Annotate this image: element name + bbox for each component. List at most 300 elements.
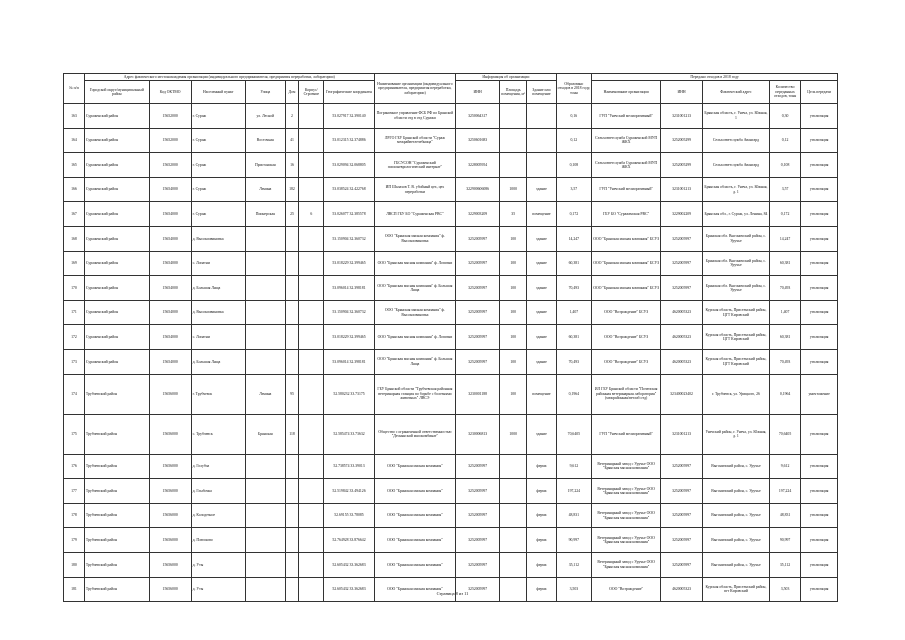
cell-org: ЛВСП ГБУ БО "Сураженская РВС" <box>374 202 456 227</box>
cell-settlement: г. Сураж <box>191 153 245 178</box>
cell-premises: здание <box>527 251 556 276</box>
cell-oktmo: 15654000 <box>149 300 191 325</box>
cell-oktmo: 15656000 <box>149 528 191 553</box>
cell-qty: 60,381 <box>769 251 800 276</box>
cell-purpose: утилизация <box>801 454 838 479</box>
cell-district: Трубчевский район <box>84 528 149 553</box>
cell-waste: 70,6405 <box>556 414 592 454</box>
cell-house <box>285 251 299 276</box>
cell-waste: 60,381 <box>556 251 592 276</box>
cell-settlement: д. Плюсково <box>191 528 245 553</box>
cell-area: 100 <box>500 300 527 325</box>
cell-org: ООО "Брянская мясная компания" <box>374 503 456 528</box>
cell-waste: 35,112 <box>556 552 592 577</box>
cell-purpose: утилизация <box>801 528 838 553</box>
cell-org: ООО "Брянская мясная компания" ф. Лопатни <box>374 325 456 350</box>
cell-district: Трубчевский район <box>84 454 149 479</box>
cell-settlement: д. Голубча <box>191 454 245 479</box>
cell-area: 100 <box>500 349 527 374</box>
cell-house <box>285 226 299 251</box>
cell-org: ГБУ Брянской области "Трубчевская районная ветеринарная станция по борьбе с болезнями животных" ЛВСЭ <box>374 374 456 414</box>
cell-waste: 0,1964 <box>556 374 592 414</box>
cell-street <box>245 276 285 301</box>
cell-inn: 3252005997 <box>456 300 500 325</box>
cell-building <box>299 325 324 350</box>
cell-premises: ферма <box>527 552 556 577</box>
cell-oktmo: 15652000 <box>149 128 191 153</box>
cell-premises: помещение <box>527 202 556 227</box>
cell-waste: 60,381 <box>556 325 592 350</box>
col-house-header: Дом <box>285 81 299 104</box>
cell-oktmo: 15654000 <box>149 349 191 374</box>
table-row <box>64 177 838 202</box>
cell-purpose: утилизация <box>801 251 838 276</box>
cell-area: 35 <box>500 202 527 227</box>
cell-recv-inn: 3252005997 <box>661 528 703 553</box>
cell-qty: 48,831 <box>769 503 800 528</box>
cell-district: Сураженский район <box>84 153 149 178</box>
cell-waste: 0,16 <box>556 104 592 129</box>
cell-qty: 35,112 <box>769 552 800 577</box>
cell-waste: 0,172 <box>556 202 592 227</box>
cell-num: 176 <box>64 454 85 479</box>
table-row <box>64 128 838 153</box>
cell-street <box>245 349 285 374</box>
cell-num: 181 <box>64 577 85 602</box>
cell-oktmo: 15656000 <box>149 374 191 414</box>
col-waste-header: Образовано отходов в 2018 году, тонн <box>556 74 592 104</box>
cell-recv-name: ГУП "Унечский мелиоративный" <box>592 104 661 129</box>
cell-oktmo: 15654000 <box>149 325 191 350</box>
cell-premises: ферма <box>527 454 556 479</box>
cell-building <box>299 552 324 577</box>
cell-area <box>500 503 527 528</box>
cell-recv-inn: 4620005323 <box>661 349 703 374</box>
cell-qty: 1,407 <box>769 300 800 325</box>
col-coords-header: Географические координаты <box>324 81 374 104</box>
cell-recv-addr: Выгоничский район, с. Уручье <box>702 503 769 528</box>
cell-recv-addr: Брянская обл., г. Сураж, ул. Ленина, 84 <box>702 202 769 227</box>
cell-recv-inn: 3229002209 <box>661 202 703 227</box>
cell-purpose: утилизация <box>801 177 838 202</box>
col-org-header: Наименование организации (индивидуального предпринимателя, предприятия переработки, лаборатории) <box>374 74 456 104</box>
cell-street: Восточная <box>245 128 285 153</box>
cell-street <box>245 479 285 504</box>
table-row <box>64 226 838 251</box>
table-row <box>64 153 838 178</box>
cell-area <box>500 528 527 553</box>
cell-oktmo: 15652000 <box>149 153 191 178</box>
cell-house <box>285 552 299 577</box>
cell-area <box>500 577 527 602</box>
cell-coords: 52.69155 33.78085 <box>324 503 374 528</box>
document-sheet <box>63 73 838 602</box>
cell-coords: 53.018229 32.399465 <box>324 251 374 276</box>
cell-coords: 52.580232 33.73175 <box>324 374 374 414</box>
cell-premises: здание <box>527 226 556 251</box>
cell-recv-addr: Сельхозветслужба Авангард <box>702 128 769 153</box>
cell-purpose: утилизация <box>801 276 838 301</box>
cell-qty: 197,224 <box>769 479 800 504</box>
col-street-header: Улица <box>245 81 285 104</box>
cell-district: Сураженский район <box>84 276 149 301</box>
cell-recv-inn: 3252005997 <box>661 226 703 251</box>
cell-settlement: д. Высокоовиновка <box>191 226 245 251</box>
cell-num: 167 <box>64 202 85 227</box>
cell-oktmo: 15656000 <box>149 454 191 479</box>
cell-premises: здание <box>527 414 556 454</box>
cell-street <box>245 552 285 577</box>
cell-district: Сураженский район <box>84 128 149 153</box>
cell-district: Трубчевский район <box>84 479 149 504</box>
cell-area: 100 <box>500 251 527 276</box>
col-num-header: № п/п <box>64 74 85 104</box>
cell-org: ООО "Брянская мясная компания" ф. Высокоовиновка <box>374 300 456 325</box>
cell-inn: 3252005997 <box>456 325 500 350</box>
cell-premises: здание <box>527 349 556 374</box>
cell-coords: 53.150904 32.360732 <box>324 300 374 325</box>
cell-coords: 53.018229 32.399465 <box>324 325 374 350</box>
cell-qty: 0,1964 <box>769 374 800 414</box>
cell-inn: 3230006813 <box>456 414 500 454</box>
cell-area <box>500 454 527 479</box>
cell-district: Сураженский район <box>84 349 149 374</box>
cell-building <box>299 177 324 202</box>
col-inn-header: ИНН <box>456 81 500 104</box>
cell-waste: 9,612 <box>556 454 592 479</box>
cell-qty: 60,381 <box>769 325 800 350</box>
cell-recv-inn: 3231001213 <box>661 104 703 129</box>
cell-street <box>245 251 285 276</box>
col-purpose-header: Цель передачи <box>801 81 838 104</box>
cell-waste: 70,493 <box>556 349 592 374</box>
cell-num: 164 <box>64 128 85 153</box>
cell-area <box>500 153 527 178</box>
cell-house <box>285 503 299 528</box>
cell-num: 163 <box>64 104 85 129</box>
cell-org: ООО "Брянская мясная компания" <box>374 528 456 553</box>
cell-street: Ленина <box>245 177 285 202</box>
cell-coords: 53.096014 32.398181 <box>324 276 374 301</box>
cell-premises: ферма <box>527 479 556 504</box>
cell-street <box>245 454 285 479</box>
cell-house <box>285 349 299 374</box>
cell-recv-addr: Брянская область, г. Унеча, ул. Южная, д. 1 <box>702 177 769 202</box>
cell-area: 100 <box>500 374 527 414</box>
cell-inn: 3252005997 <box>456 479 500 504</box>
cell-street <box>245 300 285 325</box>
cell-recv-name: Ветеринарный завод с Уручье ООО "Брянская мясная компания" <box>592 528 661 553</box>
cell-premises <box>527 104 556 129</box>
cell-district: Трубчевский район <box>84 414 149 454</box>
cell-premises: здание <box>527 177 556 202</box>
cell-org: Пограничное управление ФСБ РФ по Брянской области отд в отд Суражи <box>374 104 456 129</box>
cell-inn: 3252005997 <box>456 251 500 276</box>
col-recv-name-header: Наименование организации <box>592 81 661 104</box>
cell-recv-inn: 3252005299 <box>661 128 703 153</box>
cell-area <box>500 128 527 153</box>
table-row <box>64 528 838 553</box>
cell-street <box>245 528 285 553</box>
cell-waste: 90,997 <box>556 528 592 553</box>
cell-qty: 70,493 <box>769 276 800 301</box>
cell-purpose: утилизация <box>801 349 838 374</box>
table-row <box>64 276 838 301</box>
cell-building <box>299 128 324 153</box>
cell-waste: 48,831 <box>556 503 592 528</box>
cell-street <box>245 325 285 350</box>
cell-waste: 1,407 <box>556 300 592 325</box>
cell-org: Общество с ограниченной ответственностью "Деснянский мясокомбинат" <box>374 414 456 454</box>
cell-num: 178 <box>64 503 85 528</box>
cell-oktmo: 15652000 <box>149 104 191 129</box>
cell-qty: 0,12 <box>769 128 800 153</box>
cell-recv-inn: 3231001213 <box>661 414 703 454</box>
cell-coords: 52.585474 33.73632 <box>324 414 374 454</box>
cell-building <box>299 374 324 414</box>
cell-house: 95 <box>285 374 299 414</box>
cell-coords: 52.605432 33.362683 <box>324 552 374 577</box>
cell-district: Сураженский район <box>84 251 149 276</box>
cell-recv-name: ООО "Брянская мясная компания" БСУЗ <box>592 226 661 251</box>
cell-recv-inn: 4620005323 <box>661 300 703 325</box>
cell-recv-inn: 3252005997 <box>661 479 703 504</box>
table-row <box>64 577 838 602</box>
cell-recv-addr: Брянская обл. Выгоничский район, с. Уручье <box>702 226 769 251</box>
cell-org: ООО "Брянская мясная компания" <box>374 577 456 602</box>
cell-inn: 322900606086 <box>456 177 500 202</box>
cell-street <box>245 226 285 251</box>
cell-qty: 70,6405 <box>769 414 800 454</box>
cell-building <box>299 276 324 301</box>
cell-premises: здание <box>527 300 556 325</box>
cell-recv-inn: 3252005997 <box>661 454 703 479</box>
cell-purpose: утилизация <box>801 479 838 504</box>
cell-org: ИП Шалахов Т. В. убойный цех, цех переработки <box>374 177 456 202</box>
cell-recv-addr: Курская область, Пристенский район, ЦГТ Кировский <box>702 325 769 350</box>
cell-inn: 3252005997 <box>456 528 500 553</box>
cell-recv-name: Ветеринарный завод с Уручье ООО "Брянская мясная компания" <box>592 454 661 479</box>
col-district-header: Городской округ/муниципальный район <box>84 81 149 104</box>
cell-waste: 14,247 <box>556 226 592 251</box>
cell-recv-name: ООО "Возрождение" БСУЗ <box>592 349 661 374</box>
cell-settlement: г. Трубчевск <box>191 374 245 414</box>
cell-purpose: уничтожение <box>801 374 838 414</box>
cell-street <box>245 577 285 602</box>
cell-settlement: д. Уты <box>191 552 245 577</box>
col-settlement-header: Населенный пункт <box>191 81 245 104</box>
cell-inn: 3250601683 <box>456 128 500 153</box>
cell-recv-name: ИЛ ГБУ Брянской области "Почепская районная ветеринарная лаборатория" (межрайонная/ветлаб отд) <box>592 374 661 414</box>
cell-building <box>299 577 324 602</box>
cell-area: 100 <box>500 226 527 251</box>
cell-org: ООО "Брянская мясная компания" ф. Высокоовиновка <box>374 226 456 251</box>
cell-num: 180 <box>64 552 85 577</box>
cell-recv-inn: 323400023402 <box>661 374 703 414</box>
cell-house: 118 <box>285 414 299 454</box>
cell-org: ГБСУСОН "Сураженский психоневрологический интернат" <box>374 153 456 178</box>
cell-recv-name: Ветеринарный завод с Уручье ООО "Брянская мясная компания" <box>592 479 661 504</box>
cell-area <box>500 479 527 504</box>
cell-recv-addr: Брянская область, г. Унеча, ул. Южная, 1 <box>702 104 769 129</box>
cell-org: ООО "Брянская мясная компания" <box>374 454 456 479</box>
cell-waste: 0,108 <box>556 153 592 178</box>
cell-coords: 53.029094 32.068805 <box>324 153 374 178</box>
cell-house <box>285 454 299 479</box>
cell-qty: 70,493 <box>769 349 800 374</box>
cell-coords: 53.027917 32.390140 <box>324 104 374 129</box>
cell-recv-inn: 3252005997 <box>661 276 703 301</box>
cell-area: 100 <box>500 276 527 301</box>
cell-qty: 3,503 <box>769 577 800 602</box>
cell-settlement: с. Лопатни <box>191 251 245 276</box>
cell-inn: 3252005997 <box>456 349 500 374</box>
cell-coords: 53.026077 32.385578 <box>324 202 374 227</box>
cell-recv-inn: 3252005997 <box>661 503 703 528</box>
cell-num: 179 <box>64 528 85 553</box>
table-row <box>64 202 838 227</box>
col-area-header: Площадь помещения, м² <box>500 81 527 104</box>
cell-oktmo: 15654000 <box>149 177 191 202</box>
cell-waste: 3,503 <box>556 577 592 602</box>
cell-qty: 14,247 <box>769 226 800 251</box>
table-row <box>64 454 838 479</box>
col-recv-addr-header: Фактический адрес <box>702 81 769 104</box>
cell-house: 182 <box>285 177 299 202</box>
cell-house <box>285 577 299 602</box>
cell-oktmo: 15656000 <box>149 552 191 577</box>
table-row <box>64 349 838 374</box>
cell-recv-name: ГУП "Унечский мелиоративный" <box>592 177 661 202</box>
cell-recv-addr: Брянская обл. Выгоничский район, с. Уручье <box>702 251 769 276</box>
cell-settlement: г. Сураж <box>191 202 245 227</box>
cell-recv-name: ГУП "Унечский мелиоративный" <box>592 414 661 454</box>
cell-num: 168 <box>64 226 85 251</box>
cell-street: Ленина <box>245 374 285 414</box>
table-row <box>64 325 838 350</box>
cell-house <box>285 325 299 350</box>
cell-recv-name: Сельхозветслужба Сураженской МУП ЖКХ <box>592 128 661 153</box>
cell-coords: 53.150904 32.360732 <box>324 226 374 251</box>
cell-inn: 3230001188 <box>456 374 500 414</box>
cell-house <box>285 276 299 301</box>
cell-num: 166 <box>64 177 85 202</box>
cell-oktmo: 15656000 <box>149 577 191 602</box>
cell-num: 170 <box>64 276 85 301</box>
cell-building <box>299 226 324 251</box>
cell-recv-name: ООО "Возрождение" БСУЗ <box>592 325 661 350</box>
cell-purpose: утилизация <box>801 202 838 227</box>
cell-recv-name: ГБУ БО "Сураженская РВС" <box>592 202 661 227</box>
cell-purpose: утилизация <box>801 226 838 251</box>
cell-qty: 0,172 <box>769 202 800 227</box>
cell-inn: 3252005997 <box>456 577 500 602</box>
cell-purpose: утилизация <box>801 300 838 325</box>
cell-coords: 52.605432 33.362683 <box>324 577 374 602</box>
waste-table <box>63 73 838 602</box>
cell-oktmo: 15654000 <box>149 226 191 251</box>
cell-num: 169 <box>64 251 85 276</box>
cell-org: ООО "Брянская мясная компания" ф. Большая Ляща <box>374 276 456 301</box>
cell-recv-addr: Брянская обл. Выгоничский район, с. Уручье <box>702 276 769 301</box>
cell-num: 165 <box>64 153 85 178</box>
cell-settlement: д. Большая Ляща <box>191 276 245 301</box>
cell-coords: 53.038524 32.422768 <box>324 177 374 202</box>
cell-num: 172 <box>64 325 85 350</box>
cell-recv-addr: Выгоничский район, с. Уручье <box>702 528 769 553</box>
cell-area <box>500 104 527 129</box>
cell-recv-addr: Курская область, Пристенский район, ЦГТ Кировский <box>702 300 769 325</box>
cell-settlement: д. Большая Ляща <box>191 349 245 374</box>
cell-org: ООО "Брянская мясная компания" <box>374 552 456 577</box>
cell-district: Трубчевский район <box>84 503 149 528</box>
cell-house: 16 <box>285 153 299 178</box>
cell-district: Трубчевский район <box>84 577 149 602</box>
cell-building <box>299 300 324 325</box>
transfer-group-header: Передано отходов в 2018 году <box>592 74 838 81</box>
cell-inn: 3252005997 <box>456 503 500 528</box>
cell-coords: 52.519842 33.494126 <box>324 479 374 504</box>
cell-building <box>299 349 324 374</box>
cell-recv-addr: Унечский район, г. Унеча, ул. Южная, д. 1 <box>702 414 769 454</box>
cell-premises <box>527 128 556 153</box>
cell-street: Пристанская <box>245 153 285 178</box>
cell-coords: 52.764928 33.876642 <box>324 528 374 553</box>
cell-building <box>299 104 324 129</box>
cell-recv-name: Ветеринарный завод с Уручье ООО "Брянская мясная компания" <box>592 552 661 577</box>
cell-qty: 90,997 <box>769 528 800 553</box>
cell-building <box>299 414 324 454</box>
cell-settlement: с. Лопатни <box>191 325 245 350</box>
table-body <box>64 104 838 602</box>
cell-settlement: д. Глыбочка <box>191 479 245 504</box>
cell-inn: 3228005954 <box>456 153 500 178</box>
cell-premises <box>527 153 556 178</box>
cell-purpose: утилизация <box>801 128 838 153</box>
address-group-header: Адрес фактического местонахождения организации (индивидуального предпринимателя, предприятия переработки, лаборатории) <box>84 74 374 81</box>
cell-recv-addr: Выгоничский район, с. Уручье <box>702 454 769 479</box>
table-row <box>64 503 838 528</box>
cell-purpose: утилизация <box>801 552 838 577</box>
table-row <box>64 414 838 454</box>
cell-district: Сураженский район <box>84 202 149 227</box>
cell-org: ЛРГО ГБУ Брянской области "Сураж межрайветлечебница" <box>374 128 456 153</box>
cell-qty: 9,612 <box>769 454 800 479</box>
cell-recv-name: ООО "Возрождение" <box>592 577 661 602</box>
cell-oktmo: 15654000 <box>149 276 191 301</box>
col-building-header: Корпус/Строение <box>299 81 324 104</box>
cell-org: ООО "Брянская мясная компания" ф. Лопатни <box>374 251 456 276</box>
cell-house: 41 <box>285 128 299 153</box>
cell-inn: 3252005997 <box>456 552 500 577</box>
cell-house <box>285 300 299 325</box>
cell-recv-inn: 4620005323 <box>661 577 703 602</box>
cell-num: 174 <box>64 374 85 414</box>
cell-coords: 52.738574 33.39013 <box>324 454 374 479</box>
cell-premises: ферма <box>527 503 556 528</box>
cell-building <box>299 454 324 479</box>
cell-inn: 3252005997 <box>456 454 500 479</box>
cell-recv-addr: Курская область, Пристенский район, ЦГТ Кировский <box>702 349 769 374</box>
cell-district: Трубчевский район <box>84 552 149 577</box>
table-row <box>64 251 838 276</box>
cell-recv-addr: Выгоничский район, с. Уручье <box>702 552 769 577</box>
cell-purpose: утилизация <box>801 414 838 454</box>
cell-purpose: утилизация <box>801 577 838 602</box>
cell-purpose: утилизация <box>801 104 838 129</box>
cell-district: Сураженский район <box>84 300 149 325</box>
cell-waste: 70,493 <box>556 276 592 301</box>
